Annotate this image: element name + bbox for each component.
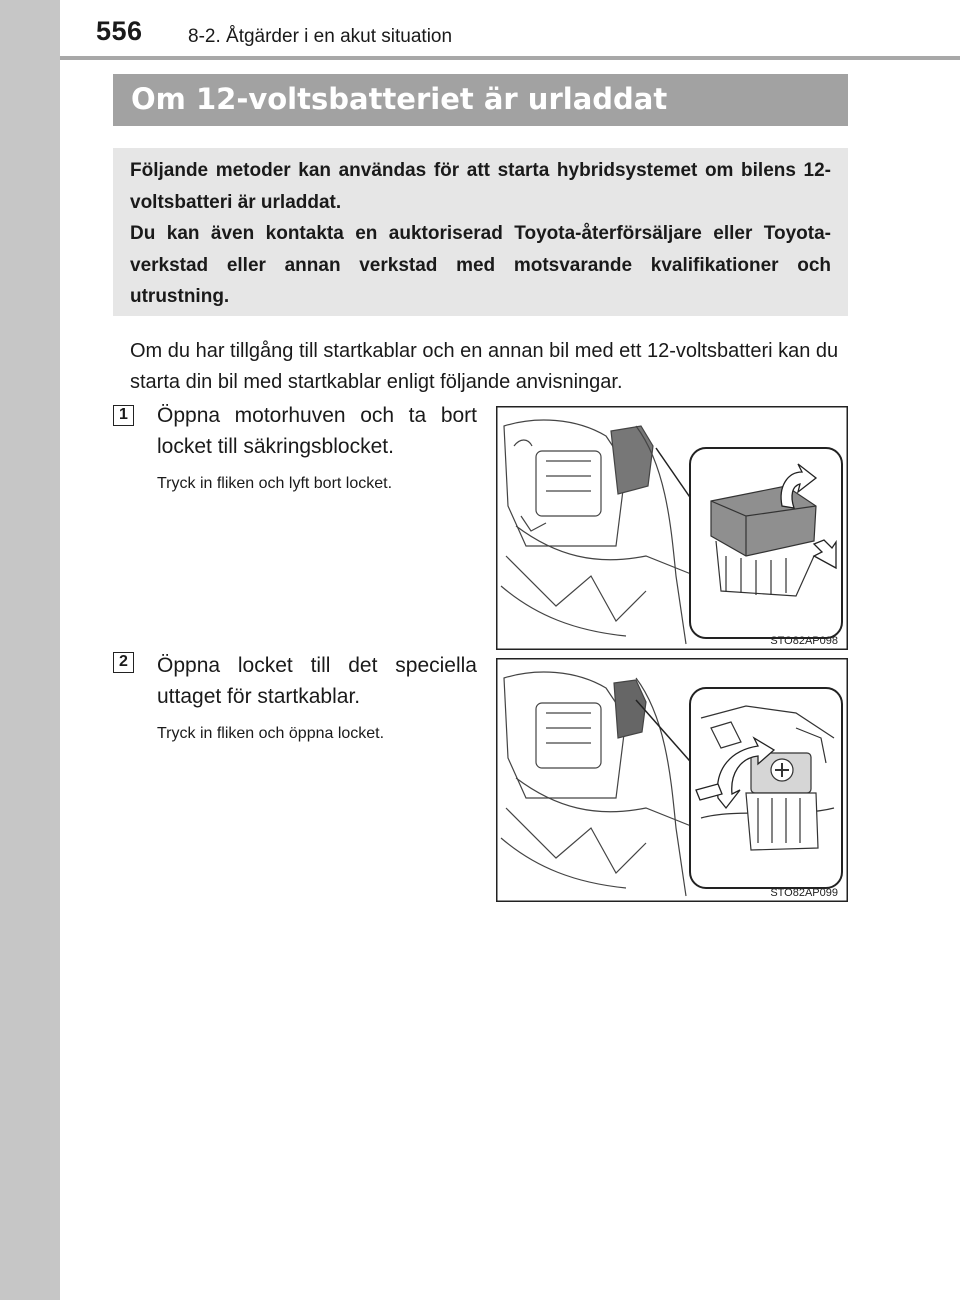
step-2-text: Öppna locket till det speciella uttaget för startkablar.	[157, 654, 477, 708]
intro-box	[113, 148, 848, 316]
page-number: 556	[96, 16, 143, 46]
figure-fuse-box-cover	[496, 406, 848, 650]
figure-1-code: STO82AP098	[770, 635, 838, 647]
step-2	[157, 650, 477, 745]
figure-jump-start-terminal	[496, 658, 848, 902]
step-number-1: 1	[113, 405, 134, 426]
body-paragraph: Om du har tillgång till startkablar och en annan bil med ett 12-voltsbatteri kan du starta din bil med startkablar enligt följande anvisningar.	[130, 340, 839, 393]
running-head: 8-2. Åtgärder i en akut situation	[188, 26, 453, 47]
header-rule	[60, 56, 960, 60]
figure-2-code: STO82AP099	[770, 887, 838, 899]
section-title: Om 12-voltsbatteriet är urladdat	[113, 74, 848, 126]
step-2-note: Tryck in fliken och öppna locket.	[157, 725, 385, 742]
intro-paragraph-1: Följande metoder kan användas för att starta hybridsystemet om bilens 12-voltsbatteri är urladdat.	[130, 160, 831, 213]
step-number-2: 2	[113, 652, 134, 673]
step-1-note: Tryck in fliken och lyft bort locket.	[157, 475, 393, 492]
step-1	[157, 400, 477, 495]
side-strip	[0, 0, 60, 1300]
step-1-text: Öppna motorhuven och ta bort locket till säkringsblocket.	[157, 404, 477, 458]
intro-paragraph-2: Du kan även kontakta en auktoriserad Toyota-återförsäljare eller Toyota-verkstad eller annan verkstad med motsvarande kvalifikationer och utrustning.	[130, 223, 831, 307]
